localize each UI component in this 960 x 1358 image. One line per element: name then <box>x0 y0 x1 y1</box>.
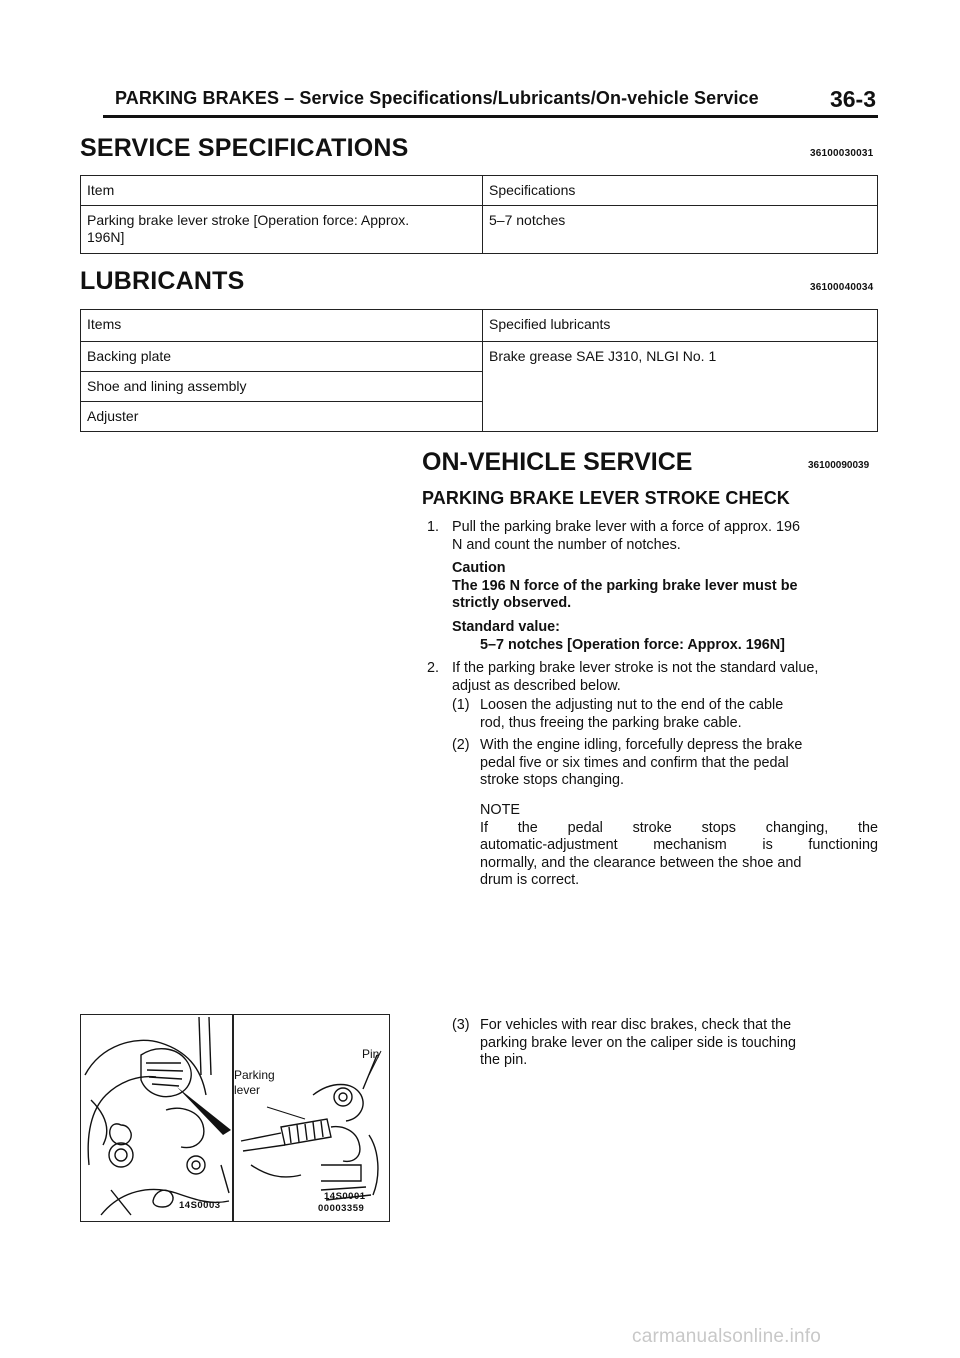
figure-code-right-2: 00003359 <box>318 1203 365 1214</box>
spec-item-line1: Parking brake lever stroke [Operation force: Approx. <box>87 212 410 228</box>
column-header-specifications: Specifications <box>483 176 878 206</box>
figure-code-left: 14S0003 <box>179 1200 221 1211</box>
stroke-check-heading: PARKING BRAKE LEVER STROKE CHECK <box>422 488 790 508</box>
note-line4: drum is correct. <box>480 872 580 888</box>
standard-value: 5–7 notches [Operation force: Approx. 196N] <box>480 636 785 653</box>
lubricant-item: Shoe and lining assembly <box>81 372 483 402</box>
step-2-line1: If the parking brake lever stroke is not the standard value, <box>452 660 819 676</box>
step-2-number: 2. <box>427 660 440 676</box>
substep-3-text <box>480 1017 878 1070</box>
note-line3: normally, and the clearance between the shoe and <box>480 854 802 871</box>
header-rule <box>103 115 878 118</box>
lubricant-value: Brake grease SAE J310, NLGI No. 1 <box>483 342 878 432</box>
substep-3-line2: parking brake lever on the caliper side is touching <box>480 1034 796 1051</box>
substep-1-line2: rod, thus freeing the parking brake cable. <box>480 714 742 731</box>
brake-caliper-figure <box>80 1014 390 1222</box>
substep-2-text <box>480 737 878 790</box>
substep-1-number: (1) <box>452 697 470 713</box>
service-specifications-table <box>80 175 878 254</box>
substep-3-line1: For vehicles with rear disc brakes, check that the <box>480 1017 792 1033</box>
step-1-number: 1. <box>427 519 440 535</box>
lubricants-code: 36100040034 <box>810 282 874 293</box>
note-line1: If the pedal stroke stops changing, the <box>480 819 878 836</box>
table-header-row <box>81 176 878 206</box>
caution-label: Caution <box>452 560 506 576</box>
note-line2: automatic-adjustment mechanism is functioning <box>480 837 878 853</box>
lever-label: lever <box>234 1083 261 1097</box>
service-specifications-heading: SERVICE SPECIFICATIONS <box>80 134 409 162</box>
spec-item-cell <box>81 206 483 254</box>
header-title: PARKING BRAKES – Service Specifications/Lubricants/On-vehicle Service <box>115 88 759 108</box>
figure-divider <box>232 1015 234 1221</box>
substep-2-number: (2) <box>452 737 470 753</box>
service-specifications-code: 36100030031 <box>810 148 874 159</box>
note-block <box>480 802 878 890</box>
step-1-line2: N and count the number of notches. <box>452 536 681 553</box>
caution-line1: The 196 N force of the parking brake lever must be <box>452 577 798 594</box>
parking-label: Parking <box>234 1068 275 1082</box>
watermark: carmanualsonline.info <box>632 1326 822 1347</box>
spec-value-cell: 5–7 notches <box>483 206 878 254</box>
lubricant-item: Backing plate <box>81 342 483 372</box>
substep-3-number: (3) <box>452 1017 470 1033</box>
substep-1-text <box>480 697 878 732</box>
figure-code-right-1: 14S0001 <box>324 1191 366 1202</box>
table-row <box>81 206 878 254</box>
step-1-line1: Pull the parking brake lever with a force of approx. 196 <box>452 519 800 535</box>
substep-2-line1: With the engine idling, forcefully depress the brake <box>480 737 803 753</box>
lubricants-table <box>80 309 878 432</box>
figure-drawing <box>81 1015 388 1220</box>
standard-value-label: Standard value: <box>452 619 560 635</box>
standard-value-block <box>452 619 878 654</box>
step-2-line2: adjust as described below. <box>452 677 621 694</box>
spec-item-line2: 196N] <box>87 229 125 245</box>
substep-2-line2: pedal five or six times and confirm that the pedal <box>480 754 789 771</box>
page-number: 36-3 <box>829 86 876 112</box>
column-header-item: Item <box>81 176 483 206</box>
substep-3-line3: the pin. <box>480 1052 528 1068</box>
column-header-items: Items <box>81 310 483 342</box>
page-header <box>103 86 878 114</box>
caution-line2: strictly observed. <box>452 595 572 611</box>
lubricant-item: Adjuster <box>81 402 483 432</box>
on-vehicle-service-heading: ON-VEHICLE SERVICE <box>422 448 693 476</box>
column-header-specified-lubricants: Specified lubricants <box>483 310 878 342</box>
step-2-text <box>452 660 878 695</box>
caution-block <box>452 560 878 613</box>
table-row <box>81 342 878 372</box>
note-label: NOTE <box>480 802 520 818</box>
on-vehicle-service-code: 36100090039 <box>808 460 870 471</box>
parking-lever-leader-line <box>267 1107 305 1119</box>
substep-2-line3: stroke stops changing. <box>480 772 624 788</box>
step-1-text <box>452 519 878 554</box>
pin-label: Pin <box>362 1047 380 1061</box>
substep-1-line1: Loosen the adjusting nut to the end of the cable <box>480 697 784 713</box>
table-header-row <box>81 310 878 342</box>
lubricants-heading: LUBRICANTS <box>80 267 245 295</box>
